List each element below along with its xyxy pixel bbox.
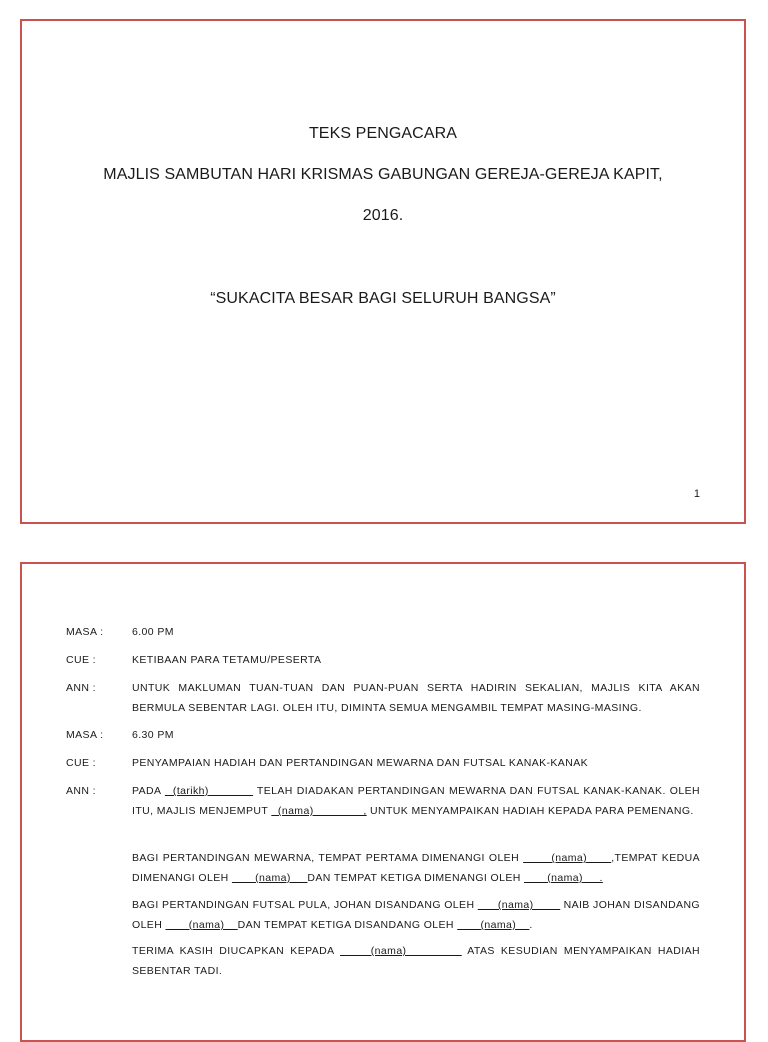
script-page <box>20 562 746 1042</box>
script-row-ann-2 <box>66 781 700 821</box>
name-blank: (nama) <box>340 945 462 957</box>
name-blank: (nama) . <box>524 872 603 884</box>
ann-paragraph-1: PADA (tarikh) TELAH DIADAKAN PERTANDINGAN MEWARNA DAN FUTSAL KANAK-KANAK. OLEH ITU, MAJLIS MENJEMPUT (nama) , UNTUK MENYAMPAIKAN HADIAH KEPADA PARA PEMENANG. <box>132 785 700 817</box>
row-label: ANN : <box>66 682 97 694</box>
cover-page <box>20 19 746 524</box>
ann-paragraph-2: BAGI PERTANDINGAN MEWARNA, TEMPAT PERTAMA DIMENANGI OLEH (nama) ,TEMPAT KEDUA DIMENANGI OLEH (nama) DAN TEMPAT KETIGA DIMENANGI OLEH (nama) . <box>132 852 700 884</box>
row-text: 6.30 PM <box>132 729 174 741</box>
document-title: TEKS PENGACARA <box>308 125 458 142</box>
page-number: 1 <box>693 488 700 500</box>
row-text: UNTUK MAKLUMAN TUAN-TUAN DAN PUAN-PUAN SERTA HADIRIN SEKALIAN, MAJLIS KITA AKAN BERMULA SEBENTAR LAGI. OLEH ITU, DIMINTA SEMUA MENGAMBIL TEMPAT MASING-MASING. <box>132 682 700 714</box>
date-blank: (tarikh) <box>164 785 254 797</box>
row-label: MASA : <box>66 626 104 638</box>
script-row-ann-1 <box>66 678 700 718</box>
row-label: CUE : <box>66 757 97 769</box>
name-blank: (nama) <box>523 852 612 864</box>
row-label: MASA : <box>66 729 104 741</box>
row-text: 6.00 PM <box>132 626 174 638</box>
event-year: 2016. <box>362 207 404 224</box>
event-title: MAJLIS SAMBUTAN HARI KRISMAS GABUNGAN GEREJA-GEREJA KAPIT, <box>103 166 663 183</box>
ann-paragraph-3: BAGI PERTANDINGAN FUTSAL PULA, JOHAN DISANDANG OLEH (nama) NAIB JOHAN DISANDANG OLEH (nama) DAN TEMPAT KETIGA DISANDANG OLEH (nama) . <box>132 899 700 931</box>
name-blank: (nama) <box>457 919 530 931</box>
name-blank: (nama) <box>231 872 308 884</box>
ann-paragraph-4: TERIMA KASIH DIUCAPKAN KEPADA (nama) ATAS KESUDIAN MENYAMPAIKAN HADIAH SEBENTAR TADI. <box>132 945 700 977</box>
row-text: PENYAMPAIAN HADIAH DAN PERTANDINGAN MEWARNA DAN FUTSAL KANAK-KANAK <box>132 757 589 769</box>
name-blank: (nama) <box>477 899 561 911</box>
script-row-cue-1 <box>66 650 700 670</box>
row-label: CUE : <box>66 654 97 666</box>
script-row-masa-1 <box>66 622 700 642</box>
row-text: KETIBAAN PARA TETAMU/PESERTA <box>132 654 322 666</box>
script-row-masa-2 <box>66 725 700 745</box>
row-label: ANN : <box>66 785 97 797</box>
script-row-cue-2 <box>66 753 700 773</box>
event-theme: “SUKACITA BESAR BAGI SELURUH BANGSA” <box>210 290 556 307</box>
name-blank: (nama) <box>165 919 238 931</box>
name-blank: (nama) , <box>271 805 367 817</box>
